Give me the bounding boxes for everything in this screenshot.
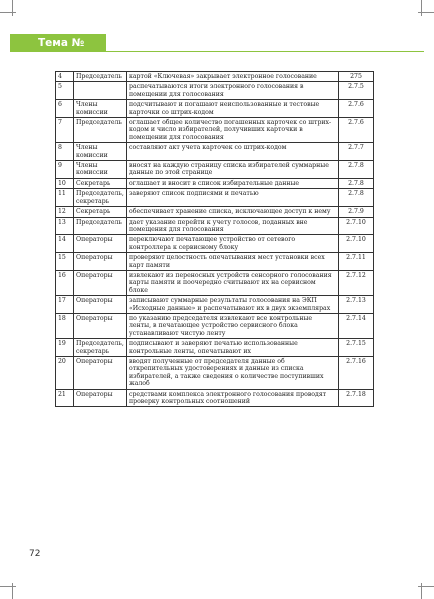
row-action: заверяют список подписями и печатью (127, 189, 339, 207)
row-action: вводят полученные от председателя данные об открепительных удостоверениях и данные из списка избирателей, а также сведения о количестве поступивших жалоб (127, 357, 339, 390)
table-body (56, 72, 374, 407)
row-action: записывают суммарные результаты голосования на ЭКП «Исходные данные» и распечатывают их в двух экземплярах (127, 296, 339, 314)
table-row (56, 189, 374, 207)
row-reference: 2.7.8 (339, 189, 374, 207)
row-action: оглашает общее количество погашенных карточек со штрих-кодом и число избирателей, получивших карточки в помещении для голосования (127, 118, 339, 143)
row-reference: 275 (339, 72, 374, 82)
table-row (56, 217, 374, 235)
topic-banner: Тема № 7.1 (10, 34, 106, 52)
row-reference: 2.7.16 (339, 357, 374, 390)
row-action: переключают печатающее устройство от сетевого контроллера к сервисному блоку (127, 235, 339, 253)
row-number: 20 (56, 357, 74, 390)
row-number: 18 (56, 313, 74, 338)
table-row (56, 178, 374, 188)
crop-mark (12, 0, 13, 16)
row-number: 17 (56, 296, 74, 314)
row-action: проверяют целостность опечатывания мест установки всех карт памяти (127, 253, 339, 271)
row-reference: 2.7.10 (339, 217, 374, 235)
table-row (56, 253, 374, 271)
table-row (56, 339, 374, 357)
row-action: по указанию председателя извлекают все контрольные ленты, в печатающее устройство сервисного блока устанавливают чистую ленту (127, 313, 339, 338)
row-actor: Секретарь (74, 207, 127, 217)
table-row (56, 82, 374, 100)
row-actor: Председатель (74, 72, 127, 82)
row-reference: 2.7.6 (339, 100, 374, 118)
row-number: 19 (56, 339, 74, 357)
row-number: 7 (56, 118, 74, 143)
row-action: картой «Ключевая» закрывает электронное голосование (127, 72, 339, 82)
row-action: средствами комплекса электронного голосования проводят проверку контрольных соотношений (127, 389, 339, 407)
row-reference: 2.7.14 (339, 313, 374, 338)
row-actor: Операторы (74, 235, 127, 253)
table-row (56, 270, 374, 295)
row-action: составляют акт учета карточек со штрих-кодом (127, 143, 339, 161)
row-action: подписывают и заверяют печатью использованные контрольные ленты, опечатывают их (127, 339, 339, 357)
row-number: 21 (56, 389, 74, 407)
row-reference: 2.7.15 (339, 339, 374, 357)
row-number: 15 (56, 253, 74, 271)
row-reference: 2.7.12 (339, 270, 374, 295)
row-action: подсчитывают и погашают неиспользованные и тестовые карточки со штрих-кодом (127, 100, 339, 118)
row-reference: 2.7.8 (339, 161, 374, 179)
table-row (56, 296, 374, 314)
row-number: 13 (56, 217, 74, 235)
crop-mark (0, 586, 16, 587)
row-number: 5 (56, 82, 74, 100)
page-number: 72 (29, 549, 41, 559)
row-number: 6 (56, 100, 74, 118)
row-reference: 2.7.18 (339, 389, 374, 407)
row-actor: Председатель, секретарь (74, 339, 127, 357)
row-reference: 2.7.9 (339, 207, 374, 217)
row-actor: Операторы (74, 296, 127, 314)
row-actor: Члены комиссии (74, 100, 127, 118)
row-reference: 2.7.8 (339, 178, 374, 188)
row-actor: Операторы (74, 313, 127, 338)
row-number: 9 (56, 161, 74, 179)
row-reference: 2.7.11 (339, 253, 374, 271)
row-action: дает указание перейти к учету голосов, поданных вне помещения для голосования (127, 217, 339, 235)
table-row (56, 72, 374, 82)
row-actor: Операторы (74, 357, 127, 390)
row-actor: Председатель (74, 217, 127, 235)
row-actor: Секретарь (74, 178, 127, 188)
row-action: обеспечивает хранение списка, исключающее доступ к нему (127, 207, 339, 217)
row-reference: 2.7.10 (339, 235, 374, 253)
row-actor: Операторы (74, 253, 127, 271)
row-number: 14 (56, 235, 74, 253)
row-number: 10 (56, 178, 74, 188)
table-row (56, 357, 374, 390)
row-number: 11 (56, 189, 74, 207)
crop-mark (421, 0, 422, 16)
row-action: извлекают из переносных устройств сенсорного голосования карты памяти и поочередно считывают их на сервисном блоке (127, 270, 339, 295)
row-number: 12 (56, 207, 74, 217)
row-action: распечатываются итоги электронного голосования в помещении для голосования (127, 82, 339, 100)
row-reference: 2.7.6 (339, 118, 374, 143)
table-row (56, 235, 374, 253)
row-number: 8 (56, 143, 74, 161)
row-actor: Операторы (74, 389, 127, 407)
crop-mark (418, 12, 434, 13)
crop-mark (418, 586, 434, 587)
row-reference: 2.7.5 (339, 82, 374, 100)
row-number: 16 (56, 270, 74, 295)
row-actor: Члены комиссии (74, 161, 127, 179)
crop-mark (0, 12, 16, 13)
table-row (56, 389, 374, 407)
table-row (56, 207, 374, 217)
row-actor: Операторы (74, 270, 127, 295)
table-row (56, 118, 374, 143)
row-action: оглашает и вносит в список избирательные данные (127, 178, 339, 188)
row-reference: 2.7.7 (339, 143, 374, 161)
table-row (56, 143, 374, 161)
row-number: 4 (56, 72, 74, 82)
row-actor: Члены комиссии (74, 143, 127, 161)
procedure-table (55, 71, 374, 407)
row-reference: 2.7.13 (339, 296, 374, 314)
row-actor: Председатель (74, 118, 127, 143)
table-row (56, 161, 374, 179)
header-rule (106, 51, 424, 52)
table-row (56, 100, 374, 118)
row-actor: Председатель, секретарь (74, 189, 127, 207)
table-row (56, 313, 374, 338)
row-action: вносят на каждую страницу списка избирателей суммарные данные по этой странице (127, 161, 339, 179)
row-actor (74, 82, 127, 100)
